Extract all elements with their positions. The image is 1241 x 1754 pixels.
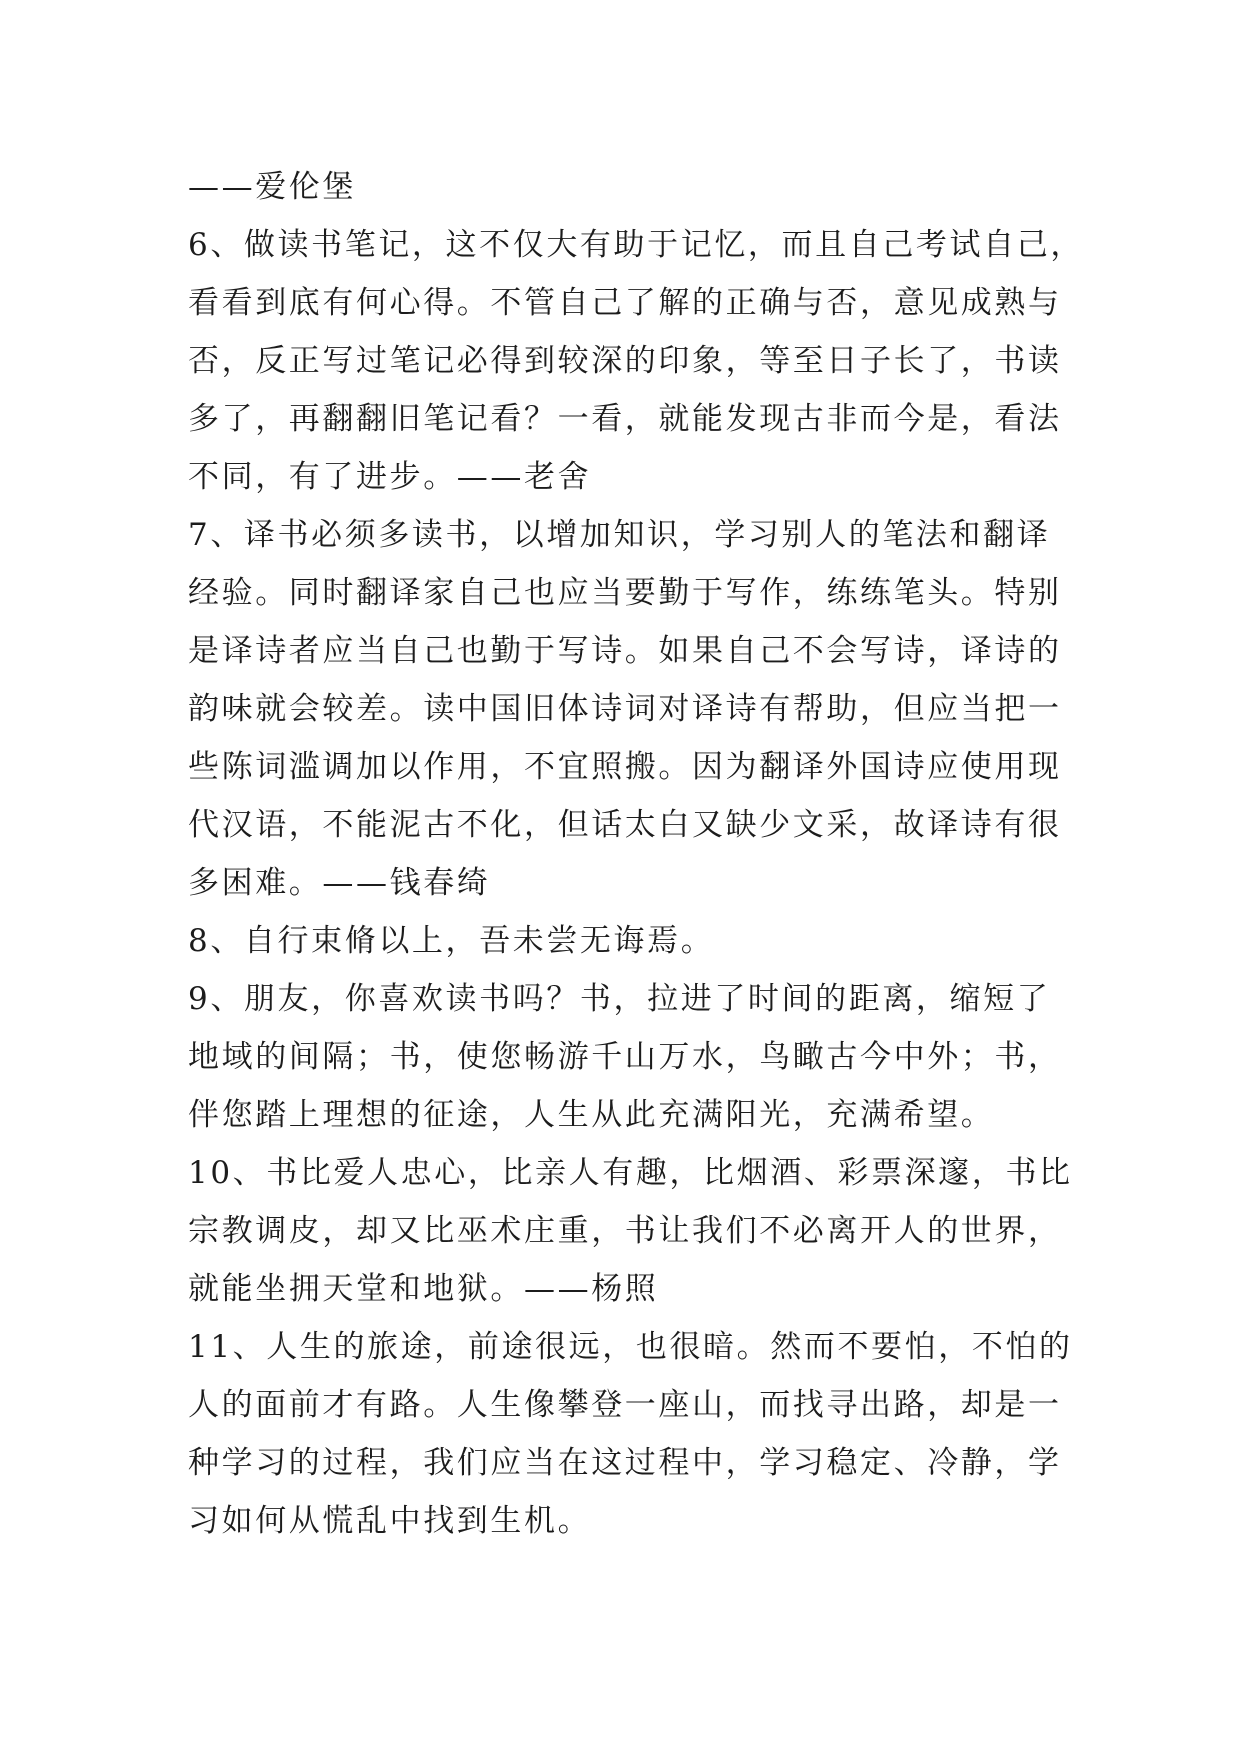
text-line: 多困难。——钱春绮 [188,865,491,901]
text-line: 多了，再翻翻旧笔记看？一看，就能发现古非而今是，看法 [188,401,1062,437]
text-line: 地域的间隔；书，使您畅游千山万水，鸟瞰古今中外；书， [188,1039,1062,1075]
text-line: 人的面前才有路。人生像攀登一座山，而找寻出路，却是一 [188,1387,1062,1423]
text-line: 6、做读书笔记，这不仅大有助于记忆，而且自己考试自己， [188,227,1084,263]
document-body [188,158,1084,1550]
text-line: 9、朋友，你喜欢读书吗？书，拉进了时间的距离，缩短了 [188,981,1051,1017]
text-line: 代汉语，不能泥古不化，但话太白又缺少文采，故译诗有很 [188,807,1062,843]
text-line: 8、自行束脩以上，吾未尝无诲焉。 [188,923,715,959]
text-line: 10、书比爱人忠心，比亲人有趣，比烟酒、彩票深邃，书比 [188,1155,1073,1191]
text-line: 经验。同时翻译家自己也应当要勤于写作，练练笔头。特别 [188,575,1062,611]
text-line: 不同，有了进步。——老舍 [188,459,592,495]
text-line: 伴您踏上理想的征途，人生从此充满阳光，充满希望。 [188,1097,995,1133]
text-line: 习如何从慌乱中找到生机。 [188,1503,592,1539]
text-line: ——爱伦堡 [188,169,356,205]
text-line: 韵味就会较差。读中国旧体诗词对译诗有帮助，但应当把一 [188,691,1062,727]
text-line: 否，反正写过笔记必得到较深的印象，等至日子长了，书读 [188,343,1062,379]
text-line: 看看到底有何心得。不管自己了解的正确与否，意见成熟与 [188,285,1062,321]
text-line: 是译诗者应当自己也勤于写诗。如果自己不会写诗，译诗的 [188,633,1062,669]
text-line: 7、译书必须多读书，以增加知识，学习别人的笔法和翻译 [188,517,1051,553]
text-line: 种学习的过程，我们应当在这过程中，学习稳定、冷静，学 [188,1445,1062,1481]
text-line: 些陈词滥调加以作用，不宜照搬。因为翻译外国诗应使用现 [188,749,1062,785]
text-line: 宗教调皮，却又比巫术庄重，书让我们不必离开人的世界， [188,1213,1062,1249]
text-line: 就能坐拥天堂和地狱。——杨照 [188,1271,659,1307]
text-line: 11、人生的旅途，前途很远，也很暗。然而不要怕，不怕的 [188,1329,1073,1365]
